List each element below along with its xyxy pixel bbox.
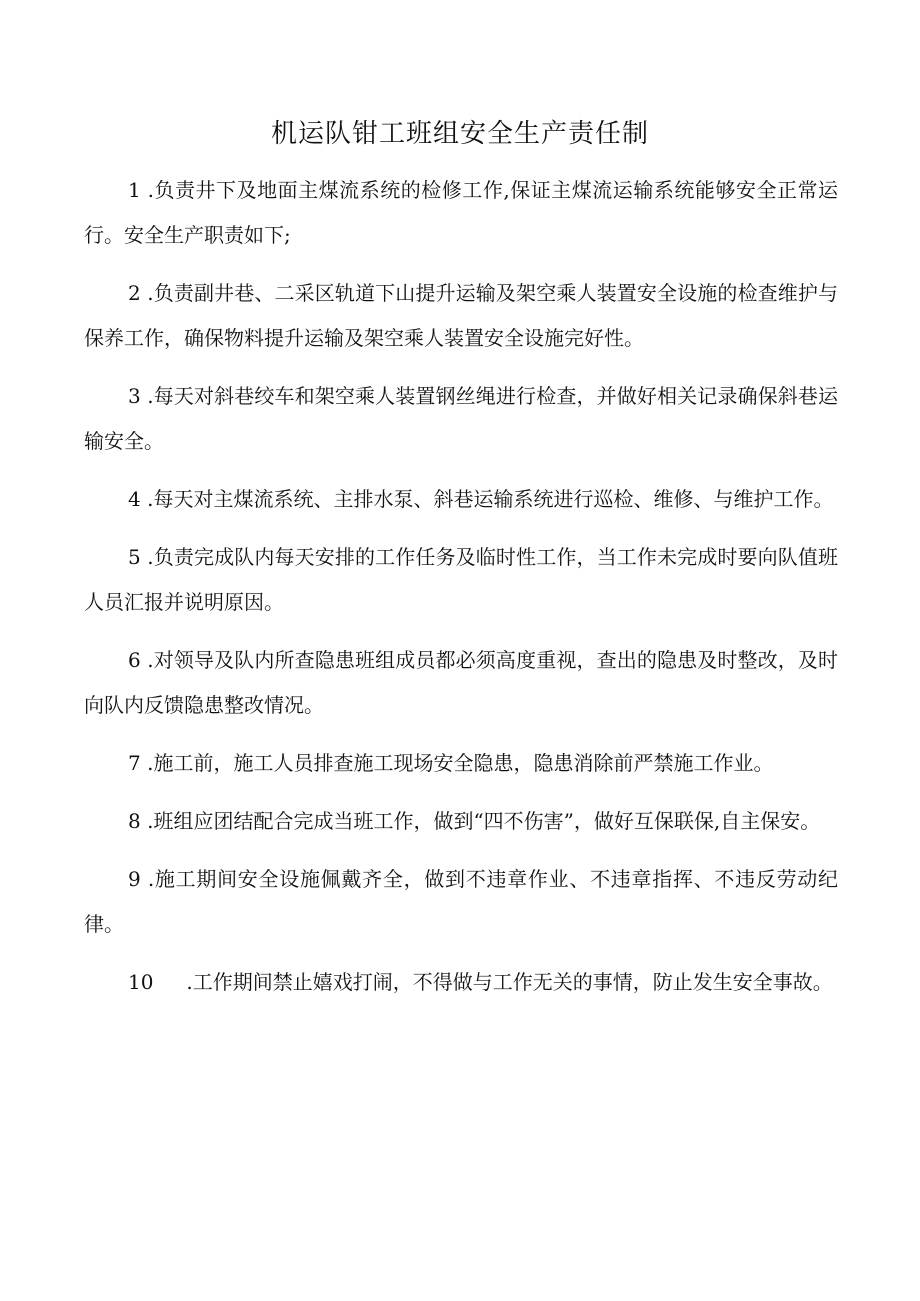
list-item <box>84 799 838 844</box>
item-number: 9 <box>128 867 141 891</box>
list-item <box>84 741 838 786</box>
item-number: 7 <box>128 751 141 775</box>
item-text: .班组应团结配合完成当班工作，做到“四不伤害”，做好互保联保,自主保安。 <box>147 809 821 833</box>
item-text: .每天对主煤流系统、主排水泵、斜巷运输系统进行巡检、维修、与维护工作。 <box>147 487 834 511</box>
item-number: 4 <box>128 487 141 511</box>
responsibility-list <box>84 168 838 1018</box>
list-item <box>84 535 838 625</box>
list-item <box>84 638 838 728</box>
item-text: .负责完成队内每天安排的工作任务及临时性工作，当工作未完成时要向队值班人员汇报并说明原因。 <box>84 545 839 614</box>
item-text: .施工期间安全设施佩戴齐全，做到不违章作业、不违章指挥、不违反劳动纪律。 <box>84 867 839 936</box>
list-item <box>84 271 838 361</box>
item-text: .负责井下及地面主煤流系统的检修工作,保证主煤流运输系统能够安全正常运行。安全生产职责如下; <box>84 178 839 247</box>
item-number: 10 <box>128 970 154 994</box>
item-text: .工作期间禁止嬉戏打闹，不得做与工作无关的事情，防止发生安全事故。 <box>186 970 833 994</box>
item-text: .每天对斜巷绞车和架空乘人装置钢丝绳进行检查，并做好相关记录确保斜巷运输安全。 <box>84 384 839 453</box>
item-number: 6 <box>128 648 141 672</box>
item-text: .对领导及队内所查隐患班组成员都必须高度重视，查出的隐患及时整改，及时向队内反馈隐患整改情况。 <box>84 648 839 717</box>
document-title: 机运队钳工班组安全生产责任制 <box>270 119 649 149</box>
item-number: 8 <box>128 809 141 833</box>
item-text: .施工前，施工人员排查施工现场安全隐患，隐患消除前严禁施工作业。 <box>147 751 774 775</box>
list-item <box>84 960 838 1005</box>
item-number: 3 <box>128 384 141 408</box>
list-item <box>84 168 838 258</box>
list-item <box>84 477 838 522</box>
list-item <box>84 857 838 947</box>
list-item <box>84 374 838 464</box>
item-text: .负责副井巷、二采区轨道下山提升运输及架空乘人装置安全设施的检查维护与保养工作，确保物料提升运输及架空乘人装置安全设施完好性。 <box>84 281 839 350</box>
item-number: 5 <box>128 545 141 569</box>
item-number: 2 <box>128 281 141 305</box>
item-number: 1 <box>128 178 141 202</box>
